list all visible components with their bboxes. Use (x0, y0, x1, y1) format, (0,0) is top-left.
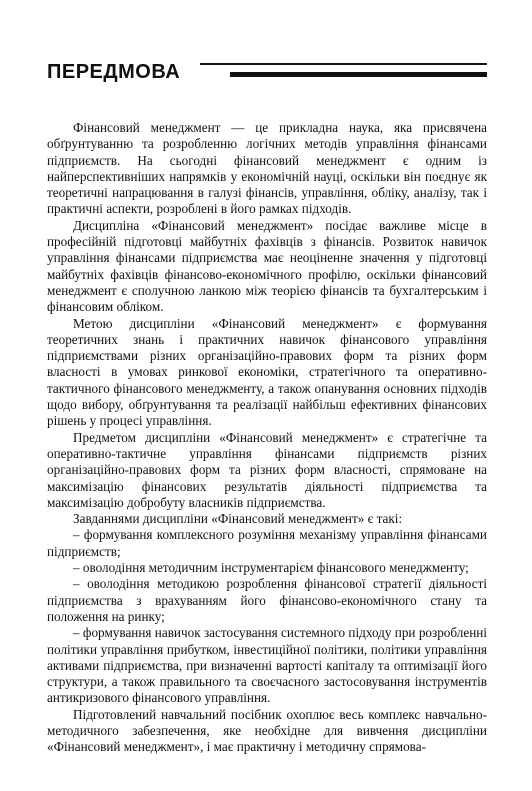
paragraph-intro: Фінансовий менеджмент — це прикладна наука, яка присвячена обґрунтуванню та розробленню логічних методів управління фінансами підприємств. На сьогодні фінансовий менеджмент є одним із найперспективніших напрямків у економічній науці, оскільки він поєднує як теоретичні напрацювання в галузі фінансів, управління, обліку, аналізу, так і практичні аспекти, розроблені в його рамках підходів. (47, 120, 487, 217)
paragraph-subject: Предметом дисципліни «Фінансовий менеджмент» є стратегічне та оперативно-тактичне управління фінансами підприємств різних організаційно-правових форм та різних форм власності, спрямоване на максимізацію фінансових результатів діяльності підприємства та максимізацію добробуту власників підприємства. (47, 429, 487, 510)
title-rule-thin (200, 63, 487, 65)
task-list-item: – формування навичок застосування системного підходу при розробленні політики управління прибутком, інвестиційної політики, політики управління активами підприємства, при визначенні вартості капіталу та оптимізації його структури, а також правильного та своєчасного застосовування інструментів антикризового фінансового управління. (47, 625, 487, 706)
paragraph-textbook-scope: Підготовлений навчальний посібник охоплює весь комплекс навчально-методичного забезпечення, яке необхідне для вивчення дисципліни «Фінансовий менеджмент», і має практичну і методичну спрямова- (47, 706, 487, 755)
task-list-item: – формування комплексного розуміння механізму управління фінансами підприємств; (47, 527, 487, 559)
paragraph-discipline-role: Дисципліна «Фінансовий менеджмент» посідає важливе місце в професійній підготовці майбутніх фахівців з фінансів. Розвиток навичок управління фінансами підприємства має неоціненне значення у підготовці майбутніх фахівців фінансово-економічного профілю, оскільки фінансовий менеджмент є сполучною ланкою між теорією фінансів та бухгалтерським і фінансовим обліком. (47, 217, 487, 315)
task-list-item: – оволодіння методикою розроблення фінансової стратегії діяльності підприємства з врахуванням його фінансово-економічного стану та положення на ринку; (47, 576, 487, 624)
paragraph-goal: Метою дисципліни «Фінансовий менеджмент» є формування теоретичних знань і практичних навичок фінансового управління підприємствами різних організаційно-правових форм та різних форм власності в умовах ринкової економіки, стратегічного та оперативно-тактичного фінансового менеджменту, а також опанування основних підходів щодо вибору, обґрунтування та реалізації найбільш ефективних фінансових рішень у процесі управління. (47, 315, 487, 429)
page-title: ПЕРЕДМОВА (47, 61, 181, 83)
body-text (47, 120, 487, 756)
title-rule-thick (230, 72, 487, 77)
paragraph-tasks-intro: Завданнями дисципліни «Фінансовий менеджмент» є такі: (73, 511, 403, 527)
task-list-item: – оволодіння методичним інструментарієм фінансового менеджменту; (73, 560, 469, 576)
